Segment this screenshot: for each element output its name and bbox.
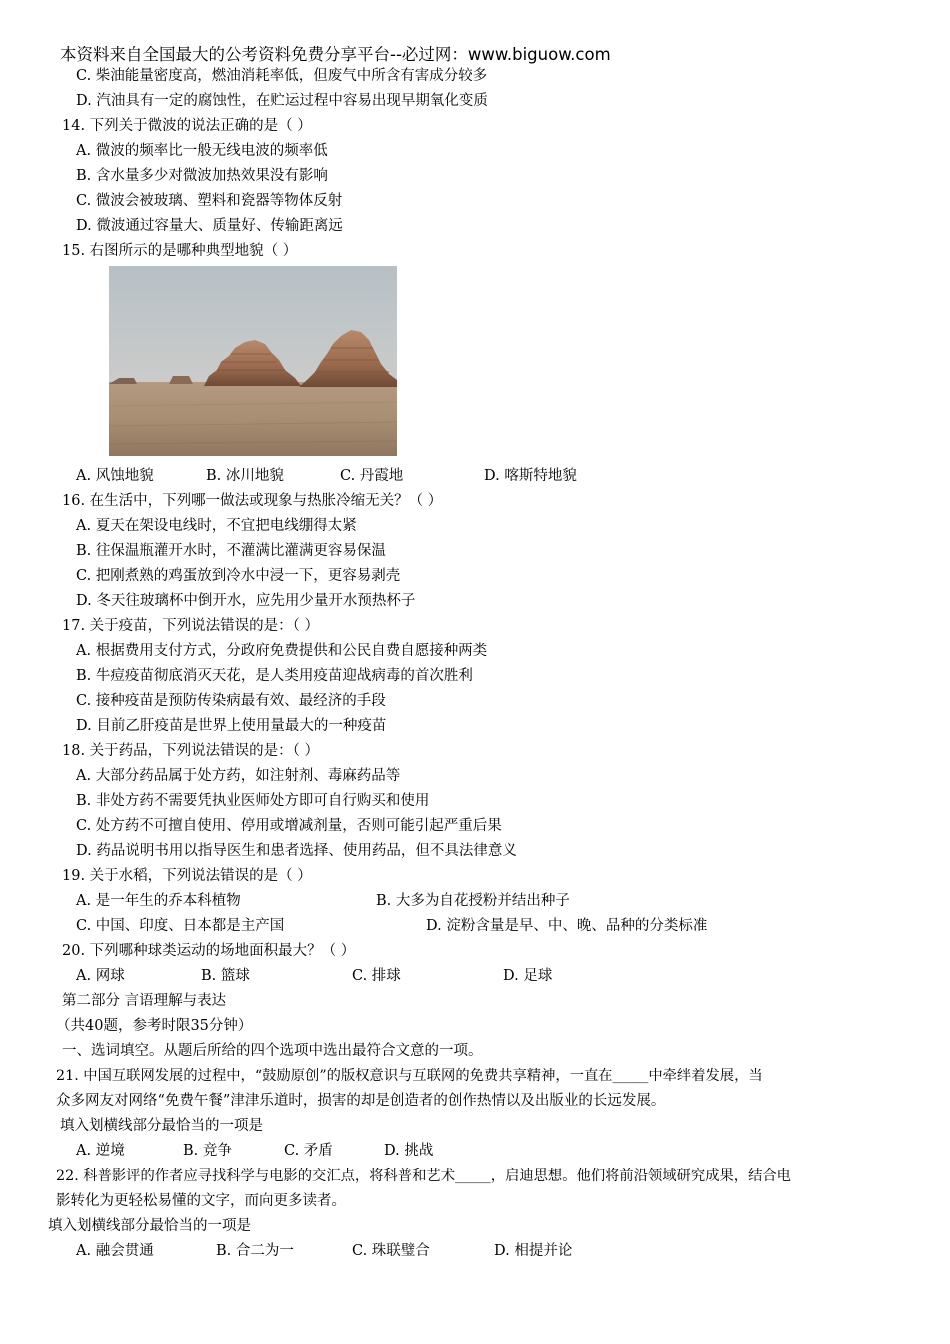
- q21-line1: 21. 中国互联网发展的过程中，“鼓励原创”的版权意识与互联网的免费共享精神，一直在_____中牵绊着发展，当: [56, 1068, 763, 1084]
- q17-option-a: A. 根据费用支付方式，分政府免费提供和公民自费自愿接种两类: [76, 643, 488, 659]
- q21-option-a: A. 逆境: [76, 1143, 125, 1159]
- part2-instruction: 一、选词填空。从题后所给的四个选项中选出最符合文意的一项。: [62, 1043, 483, 1059]
- q20-option-a: A. 网球: [76, 968, 125, 984]
- q21-option-d: D. 挑战: [384, 1143, 434, 1159]
- source-header: 本资料来自全国最大的公考资料免费分享平台--必过网：www.biguow.com: [60, 45, 611, 64]
- landform-photo: [109, 266, 397, 456]
- q18-option-a: A. 大部分药品属于处方药，如注射剂、毒麻药品等: [76, 768, 401, 784]
- q14-option-c: C. 微波会被玻璃、塑料和瓷器等物体反射: [76, 193, 343, 209]
- q16-option-c: C. 把刚煮熟的鸡蛋放到冷水中浸一下，更容易剥壳: [76, 568, 401, 584]
- q15-stem: 15. 右图所示的是哪种典型地貌（ ）: [62, 243, 298, 259]
- q13-option-d: D. 汽油具有一定的腐蚀性，在贮运过程中容易出现早期氧化变质: [76, 93, 488, 109]
- q14-option-d: D. 微波通过容量大、质量好、传输距离远: [76, 218, 343, 234]
- q22-prompt: 填入划横线部分最恰当的一项是: [48, 1218, 251, 1234]
- q20-option-d: D. 足球: [503, 968, 553, 984]
- q22-line2: 影转化为更轻松易懂的文字，而向更多读者。: [56, 1193, 346, 1209]
- q19-option-a: A. 是一年生的乔本科植物: [76, 893, 241, 909]
- q13-option-c: C. 柴油能量密度高，燃油消耗率低，但废气中所含有害成分较多: [76, 68, 488, 84]
- q14-option-b: B. 含水量多少对微波加热效果没有影响: [76, 168, 328, 184]
- q19-option-b: B. 大多为自花授粉并结出种子: [376, 893, 570, 909]
- q22-option-a: A. 融会贯通: [76, 1243, 154, 1259]
- part2-title: 第二部分 言语理解与表达: [62, 993, 227, 1009]
- q19-stem: 19. 关于水稻，下列说法错误的是（ ）: [62, 868, 312, 884]
- q17-stem: 17. 关于疫苗，下列说法错误的是：（ ）: [62, 618, 320, 634]
- q21-line2: 众多网友对网络“免费午餐”津津乐道时，损害的却是创造者的创作热情以及出版业的长远发展。: [56, 1093, 666, 1109]
- q16-option-b: B. 往保温瓶灌开水时，不灌满比灌满更容易保温: [76, 543, 386, 559]
- q17-option-c: C. 接种疫苗是预防传染病最有效、最经济的手段: [76, 693, 386, 709]
- q18-option-d: D. 药品说明书用以指导医生和患者选择、使用药品，但不具法律意义: [76, 843, 517, 859]
- yardang-landform-image: [109, 266, 397, 456]
- q20-stem: 20. 下列哪种球类运动的场地面积最大？（ ）: [62, 943, 356, 959]
- q17-option-b: B. 牛痘疫苗彻底消灭天花，是人类用疫苗迎战病毒的首次胜利: [76, 668, 473, 684]
- q19-option-d: D. 淀粉含量是早、中、晚、品种的分类标准: [426, 918, 708, 934]
- q20-option-c: C. 排球: [352, 968, 401, 984]
- q21-option-b: B. 竞争: [183, 1143, 232, 1159]
- q17-option-d: D. 目前乙肝疫苗是世界上使用量最大的一种疫苗: [76, 718, 387, 734]
- q20-option-b: B. 篮球: [201, 968, 250, 984]
- q18-option-c: C. 处方药不可擅自使用、停用或增减剂量，否则可能引起严重后果: [76, 818, 502, 834]
- q14-option-a: A. 微波的频率比一般无线电波的频率低: [76, 143, 328, 159]
- q15-option-c: C. 丹霞地: [340, 468, 404, 484]
- q22-line1: 22. 科普影评的作者应寻找科学与电影的交汇点，将科普和艺术_____，启迪思想。他们将前沿领域研究成果，结合电: [56, 1168, 791, 1184]
- q16-option-a: A. 夏天在架设电线时，不宜把电线绷得太紧: [76, 518, 357, 534]
- q22-option-d: D. 相提并论: [494, 1243, 573, 1259]
- q18-stem: 18. 关于药品，下列说法错误的是：（ ）: [62, 743, 320, 759]
- q18-option-b: B. 非处方药不需要凭执业医师处方即可自行购买和使用: [76, 793, 430, 809]
- q15-option-d: D. 喀斯特地貌: [484, 468, 577, 484]
- part2-note: （共40题，参考时限35分钟）: [56, 1018, 253, 1034]
- q21-prompt: 填入划横线部分最恰当的一项是: [60, 1118, 263, 1134]
- q21-option-c: C. 矛盾: [284, 1143, 333, 1159]
- q16-stem: 16. 在生活中，下列哪一做法或现象与热胀冷缩无关？（ ）: [62, 493, 443, 509]
- q22-option-b: B. 合二为一: [216, 1243, 294, 1259]
- q15-option-b: B. 冰川地貌: [206, 468, 284, 484]
- q19-option-c: C. 中国、印度、日本都是主产国: [76, 918, 285, 934]
- q15-option-a: A. 风蚀地貌: [76, 468, 154, 484]
- q16-option-d: D. 冬天往玻璃杯中倒开水，应先用少量开水预热杯子: [76, 593, 416, 609]
- q14-stem: 14. 下列关于微波的说法正确的是（ ）: [62, 118, 312, 134]
- q22-option-c: C. 珠联璧合: [352, 1243, 430, 1259]
